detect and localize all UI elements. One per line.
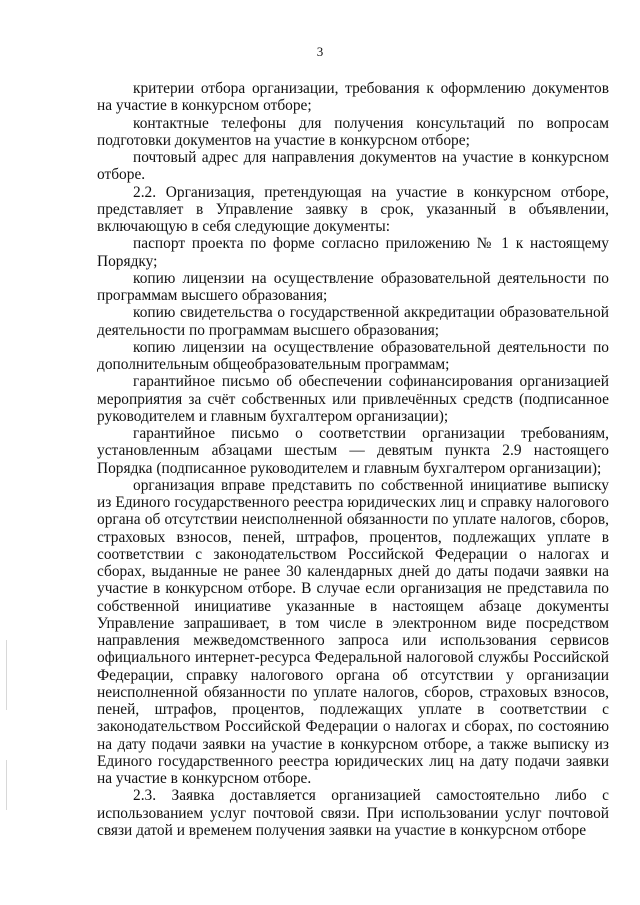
scan-edge-mark [6,640,7,710]
paragraph: копию свидетельства о государственной аккредитации образовательной деятельности по программам высшего образования; [97,304,609,339]
paragraph: 2.3. Заявка доставляется организацией самостоятельно либо с использованием услуг почтовой связи. При использовании услуг почтовой связи датой и временем получения заявки на участие в конкурсном отборе [97,787,609,839]
paragraph: контактные телефоны для получения консультаций по вопросам подготовки документов на участие в конкурсном отборе; [97,114,609,149]
paragraph: гарантийное письмо о соответствии организации требованиям, установленным абзацами шестым — девятым пункта 2.9 настоящего Порядка (подписанное руководителем и главным бухгалтером организации); [97,425,609,477]
paragraph: копию лицензии на осуществление образовательной деятельности по дополнительным общеобразовательным программам; [97,338,609,373]
scan-edge-mark [6,760,7,810]
paragraph: копию лицензии на осуществление образовательной деятельности по программам высшего образования; [97,269,609,304]
paragraph: организация вправе представить по собственной инициативе выписку из Единого государственного реестра юридических лиц и справку налогового органа об отсутствии неисполненной обязанности по уплате налогов, сборов, страховых взносов, пеней, штрафов, процентов, подлежащих уплате в соответствии с законодательством Российской Федерации о налогах и сборах, выданные не ранее 30 календарных дней до даты подачи заявки на участие в конкурсном отборе. В случае если организация не представила по собственной инициативе указанные в настоящем абзаце документы Управление запрашивает, в том числе в электронном виде посредством направления межведомственного запроса или использования сервисов официального интернет-ресурса Федеральной налоговой службы Российской Федерации, справку налогового органа об отсутствии у организации неисполненной обязанности по уплате налогов, сборов, страховых взносов, пеней, штрафов, процентов, подлежащих уплате в соответствии с законодательством Российской Федерации о налогах и сборах, по состоянию на дату подачи заявки на участие в конкурсном отборе, а также выписку из Единого государственного реестра юридических лиц на дату подачи заявки на участие в конкурсном отборе. [97,476,609,787]
document-body [97,80,609,839]
paragraph: паспорт проекта по форме согласно приложению № 1 к настоящему Порядку; [97,235,609,270]
paragraph: 2.2. Организация, претендующая на участие в конкурсном отборе, представляет в Управление заявку в срок, указанный в объявлении, включающую в себя следующие документы: [97,183,609,235]
paragraph: гарантийное письмо об обеспечении софинансирования организацией мероприятия за счёт собственных или привлечённых средств (подписанное руководителем и главным бухгалтером организации); [97,373,609,425]
page-number: 3 [316,44,324,59]
paragraph: критерии отбора организации, требования к оформлению документов на участие в конкурсном отборе; [97,80,609,115]
paragraph: почтовый адрес для направления документов на участие в конкурсном отборе. [97,149,609,184]
